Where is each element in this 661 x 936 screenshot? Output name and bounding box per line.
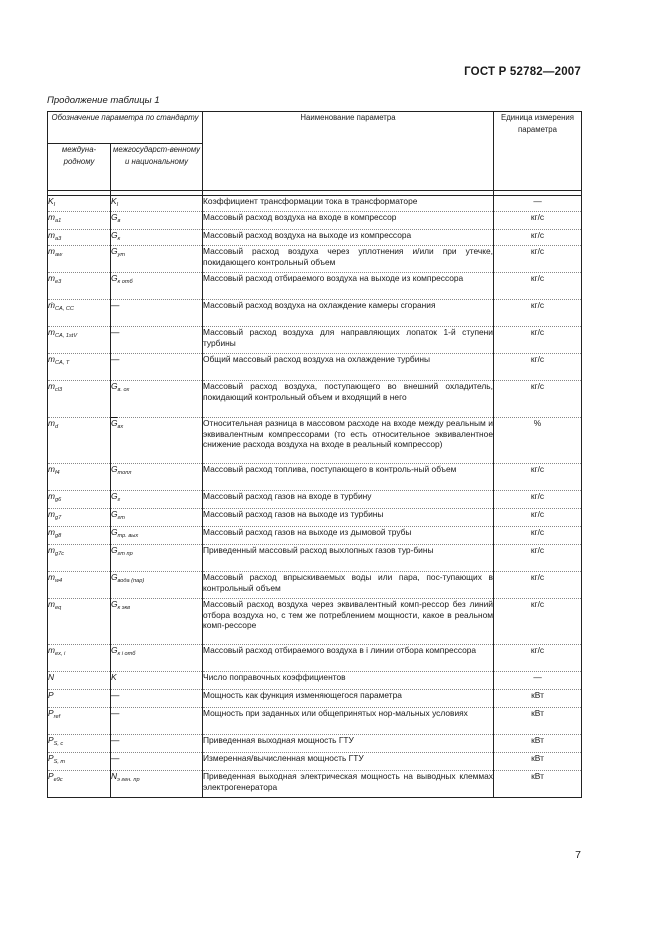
- international-symbol: [48, 212, 111, 230]
- national-symbol: [111, 645, 203, 672]
- symbol-subscript: вх: [117, 424, 124, 430]
- document-code: ГОСТ Р 52782—2007: [464, 66, 581, 78]
- national-symbol: [111, 418, 203, 464]
- international-symbol: [48, 491, 111, 509]
- table-row: [48, 708, 582, 735]
- symbol-base: m: [48, 246, 55, 256]
- symbol-subscript: w4: [54, 578, 63, 584]
- international-symbol: [48, 735, 111, 753]
- symbol-base: m: [48, 509, 55, 519]
- parameter-name: Число поправочных коэффициентов: [203, 672, 494, 690]
- symbol-base: m: [48, 645, 55, 655]
- parameter-name: Массовый расход впрыскиваемых воды или пара, пос-тупающих в контрольный объем: [203, 572, 494, 599]
- international-symbol: [48, 672, 111, 690]
- unit-header: Единица измерения параметра: [494, 112, 582, 191]
- unit-value: кг/с: [494, 509, 582, 527]
- symbol-subscript: тр. вых: [117, 533, 139, 539]
- table-row: [48, 273, 582, 300]
- symbol-base: —: [111, 354, 120, 364]
- symbol-subscript: cl3: [54, 387, 63, 393]
- parameter-name: Приведенная выходная мощность ГТУ: [203, 735, 494, 753]
- parameter-name: Приведенный массовый расход выхлопных газов тур-бины: [203, 545, 494, 572]
- parameter-name: Массовый расход топлива, поступающего в контроль-ный объем: [203, 464, 494, 491]
- symbol-base: N: [48, 672, 55, 682]
- symbol-subscript: к экв: [117, 605, 131, 611]
- symbol-subscript: e9c: [53, 777, 63, 783]
- table-body: [48, 196, 582, 798]
- parameter-name: Массовый расход воздуха на входе в компрессор: [203, 212, 494, 230]
- symbol-subscript: в: [117, 218, 121, 224]
- unit-value: кг/с: [494, 230, 582, 246]
- unit-value: кг/с: [494, 491, 582, 509]
- symbol-subscript: вода (пар): [117, 578, 145, 584]
- unit-value: кг/с: [494, 246, 582, 273]
- symbol-subscript: eq: [54, 605, 62, 611]
- parameters-table: [47, 111, 582, 798]
- designation-group-header: Обозначение параметра по стандарту: [48, 112, 203, 144]
- symbol-base: G: [111, 464, 118, 474]
- national-symbol: [111, 327, 203, 354]
- symbol-base: m: [48, 273, 55, 283]
- symbol-subscript: в. ох: [117, 387, 130, 393]
- symbol-subscript: a1: [54, 218, 62, 224]
- unit-value: кг/с: [494, 212, 582, 230]
- symbol-subscript: гт пр: [117, 551, 133, 557]
- table-row: [48, 690, 582, 708]
- symbol-base: P: [48, 771, 54, 781]
- symbol-base: P: [48, 690, 54, 700]
- parameter-name: Массовый расход воздуха через уплотнения и/или при утечке, покидающего контрольный объем: [203, 246, 494, 273]
- international-symbol: [48, 545, 111, 572]
- table-row: [48, 327, 582, 354]
- table-row: [48, 300, 582, 327]
- symbol-subscript: топл: [117, 470, 132, 476]
- table-row: [48, 645, 582, 672]
- table-row: [48, 381, 582, 418]
- parameter-name: Массовый расход воздуха для направляющих лопаток 1-й ступени турбины: [203, 327, 494, 354]
- symbol-base: —: [111, 300, 120, 310]
- table-row: [48, 545, 582, 572]
- symbol-base: —: [111, 735, 120, 745]
- symbol-base: m: [48, 491, 55, 501]
- parameter-name: Мощность как функция изменяющегося параметра: [203, 690, 494, 708]
- international-symbol: [48, 246, 111, 273]
- international-symbol: [48, 708, 111, 735]
- symbol-base: $\overline{G}$: [111, 418, 118, 428]
- international-symbol: [48, 753, 111, 771]
- symbol-subscript: ref: [53, 714, 61, 720]
- international-symbol: [48, 645, 111, 672]
- unit-value: —: [494, 672, 582, 690]
- symbol-base: —: [111, 708, 120, 718]
- symbol-base: P: [48, 735, 54, 745]
- symbol-base: G: [111, 645, 118, 655]
- symbol-subscript: aw: [54, 252, 63, 258]
- parameter-name: Коэффициент трансформации тока в трансформаторе: [203, 196, 494, 212]
- international-symbol: [48, 599, 111, 645]
- symbol-subscript: e3: [54, 279, 62, 285]
- parameter-name: Массовый расход воздуха на охлаждение камеры сгорания: [203, 300, 494, 327]
- national-symbol: [111, 230, 203, 246]
- interstate-header: межгосударст-венному и национальному: [111, 144, 203, 191]
- symbol-subscript: к i отб: [117, 651, 136, 657]
- symbol-base: ṁ: [48, 300, 55, 310]
- symbol-subscript: g7: [54, 515, 62, 521]
- symbol-subscript: к отб: [117, 279, 133, 285]
- symbol-subscript: f4: [54, 470, 60, 476]
- unit-value: кг/с: [494, 300, 582, 327]
- unit-value: кг/с: [494, 464, 582, 491]
- table-row: [48, 230, 582, 246]
- symbol-base: —: [111, 327, 120, 337]
- table-row: [48, 491, 582, 509]
- symbol-base: G: [111, 572, 118, 582]
- table-row: [48, 509, 582, 527]
- symbol-base: G: [111, 599, 118, 609]
- table-row: [48, 464, 582, 491]
- symbol-base: K: [111, 196, 117, 206]
- symbol-subscript: к: [117, 236, 121, 242]
- national-symbol: [111, 464, 203, 491]
- unit-value: кВт: [494, 735, 582, 753]
- symbol-base: m: [48, 327, 55, 337]
- symbol-base: G: [111, 246, 118, 256]
- table-row: [48, 672, 582, 690]
- unit-value: кВт: [494, 753, 582, 771]
- parameter-name: Массовый расход отбираемого воздуха на выходе из компрессора: [203, 273, 494, 300]
- symbol-subscript: г: [117, 497, 121, 503]
- symbol-subscript: э ген. пр: [117, 777, 140, 783]
- table-row: [48, 735, 582, 753]
- unit-value: кг/с: [494, 381, 582, 418]
- unit-value: кВт: [494, 771, 582, 798]
- national-symbol: [111, 273, 203, 300]
- unit-value: кВт: [494, 690, 582, 708]
- symbol-subscript: g6: [54, 497, 62, 503]
- international-header: междуна-родному: [48, 144, 111, 191]
- national-symbol: [111, 672, 203, 690]
- national-symbol: [111, 753, 203, 771]
- international-symbol: [48, 527, 111, 545]
- national-symbol: [111, 690, 203, 708]
- national-symbol: [111, 735, 203, 753]
- unit-value: кг/с: [494, 354, 582, 381]
- national-symbol: [111, 527, 203, 545]
- parameter-name: Массовый расход воздуха на выходе из компрессора: [203, 230, 494, 246]
- international-symbol: [48, 196, 111, 212]
- international-symbol: [48, 230, 111, 246]
- symbol-subscript: S, c: [53, 741, 64, 747]
- international-symbol: [48, 418, 111, 464]
- symbol-base: m: [48, 381, 55, 391]
- symbol-base: m: [48, 212, 55, 222]
- symbol-base: m: [48, 230, 55, 240]
- national-symbol: [111, 196, 203, 212]
- symbol-subscript: g8: [54, 533, 62, 539]
- national-symbol: [111, 212, 203, 230]
- symbol-base: P: [48, 753, 54, 763]
- symbol-subscript: CA, CC: [54, 306, 74, 312]
- unit-value: кг/с: [494, 327, 582, 354]
- symbol-base: G: [111, 230, 118, 240]
- international-symbol: [48, 300, 111, 327]
- national-symbol: [111, 771, 203, 798]
- national-symbol: [111, 599, 203, 645]
- table-caption: Продолжение таблицы 1: [47, 95, 160, 106]
- parameter-name: Приведенная выходная электрическая мощность на выводных клеммах электрогенератора: [203, 771, 494, 798]
- unit-value: кг/с: [494, 273, 582, 300]
- unit-value: кг/с: [494, 572, 582, 599]
- parameter-name: Массовый расход газов на выходе из турбины: [203, 509, 494, 527]
- national-symbol: [111, 708, 203, 735]
- unit-value: —: [494, 196, 582, 212]
- parameter-name: Массовый расход газов на входе в турбину: [203, 491, 494, 509]
- unit-value: кВт: [494, 708, 582, 735]
- symbol-base: G: [111, 527, 118, 537]
- symbol-base: G: [111, 212, 118, 222]
- symbol-base: —: [111, 690, 120, 700]
- table-row: [48, 753, 582, 771]
- symbol-subscript: g7c: [54, 551, 65, 557]
- table-row: [48, 354, 582, 381]
- national-symbol: [111, 545, 203, 572]
- symbol-base: G: [111, 545, 118, 555]
- symbol-subscript: гт: [117, 515, 125, 521]
- table-row: [48, 599, 582, 645]
- symbol-base: m: [48, 354, 55, 364]
- international-symbol: [48, 690, 111, 708]
- symbol-base: P: [48, 708, 54, 718]
- international-symbol: [48, 572, 111, 599]
- table-row: [48, 196, 582, 212]
- parameter-name: Массовый расход газов на выходе из дымовой трубы: [203, 527, 494, 545]
- international-symbol: [48, 327, 111, 354]
- symbol-base: G: [111, 381, 118, 391]
- national-symbol: [111, 381, 203, 418]
- symbol-base: N: [111, 771, 118, 781]
- unit-value: кг/с: [494, 545, 582, 572]
- symbol-subscript: ут: [117, 252, 125, 258]
- symbol-base: m: [48, 527, 55, 537]
- table-row: [48, 212, 582, 230]
- parameter-name: Массовый расход воздуха, поступающего во внешний охладитель, покидающий контрольный объем и входящий в него: [203, 381, 494, 418]
- symbol-base: m: [48, 464, 55, 474]
- parameter-name: Относительная разница в массовом расходе на входе между реальным и эквивалентным компрессорами (то есть относительное эквивалентное снижение расхода воздуха на входе в реальный компрессор): [203, 418, 494, 464]
- parameter-name: Измеренная/вычисленная мощность ГТУ: [203, 753, 494, 771]
- table-row: [48, 527, 582, 545]
- symbol-base: m: [48, 418, 55, 428]
- national-symbol: [111, 300, 203, 327]
- parameter-name: Общий массовый расход воздуха на охлаждение турбины: [203, 354, 494, 381]
- unit-value: кг/с: [494, 599, 582, 645]
- international-symbol: [48, 771, 111, 798]
- national-symbol: [111, 354, 203, 381]
- unit-value: кг/с: [494, 645, 582, 672]
- parameter-name: Мощность при заданных или общепринятых нор-мальных условиях: [203, 708, 494, 735]
- unit-value: кг/с: [494, 527, 582, 545]
- parameter-name-header: Наименование параметра: [203, 112, 494, 191]
- international-symbol: [48, 509, 111, 527]
- symbol-subscript: CA, 1stV: [54, 333, 78, 339]
- table-row: [48, 246, 582, 273]
- national-symbol: [111, 246, 203, 273]
- symbol-base: m: [48, 572, 55, 582]
- international-symbol: [48, 354, 111, 381]
- national-symbol: [111, 491, 203, 509]
- symbol-subscript: ex, i: [54, 651, 66, 657]
- parameter-name: Массовый расход воздуха через эквивалентный комп-рессор без линий отбора воздуха но, с тем же потреблением мощности, какое в реальном комп-рессоре: [203, 599, 494, 645]
- international-symbol: [48, 273, 111, 300]
- symbol-base: K: [48, 196, 54, 206]
- symbol-base: G: [111, 491, 118, 501]
- parameter-name: Массовый расход отбираемого воздуха в i линии отбора компрессора: [203, 645, 494, 672]
- national-symbol: [111, 509, 203, 527]
- symbol-subscript: I: [53, 202, 56, 208]
- national-symbol: [111, 572, 203, 599]
- symbol-base: G: [111, 509, 118, 519]
- symbol-base: G: [111, 273, 118, 283]
- international-symbol: [48, 464, 111, 491]
- symbol-base: m: [48, 545, 55, 555]
- symbol-subscript: S, m: [53, 759, 66, 765]
- table-row: [48, 572, 582, 599]
- symbol-subscript: CA, T: [54, 360, 70, 366]
- table-row: [48, 418, 582, 464]
- international-symbol: [48, 381, 111, 418]
- page-number: 7: [575, 849, 581, 861]
- symbol-base: m: [48, 599, 55, 609]
- symbol-base: K: [111, 672, 117, 682]
- symbol-base: —: [111, 753, 120, 763]
- table-row: [48, 771, 582, 798]
- symbol-subscript: a3: [54, 236, 62, 242]
- symbol-subscript: d: [54, 424, 59, 430]
- unit-value: %: [494, 418, 582, 464]
- symbol-subscript: I: [116, 202, 119, 208]
